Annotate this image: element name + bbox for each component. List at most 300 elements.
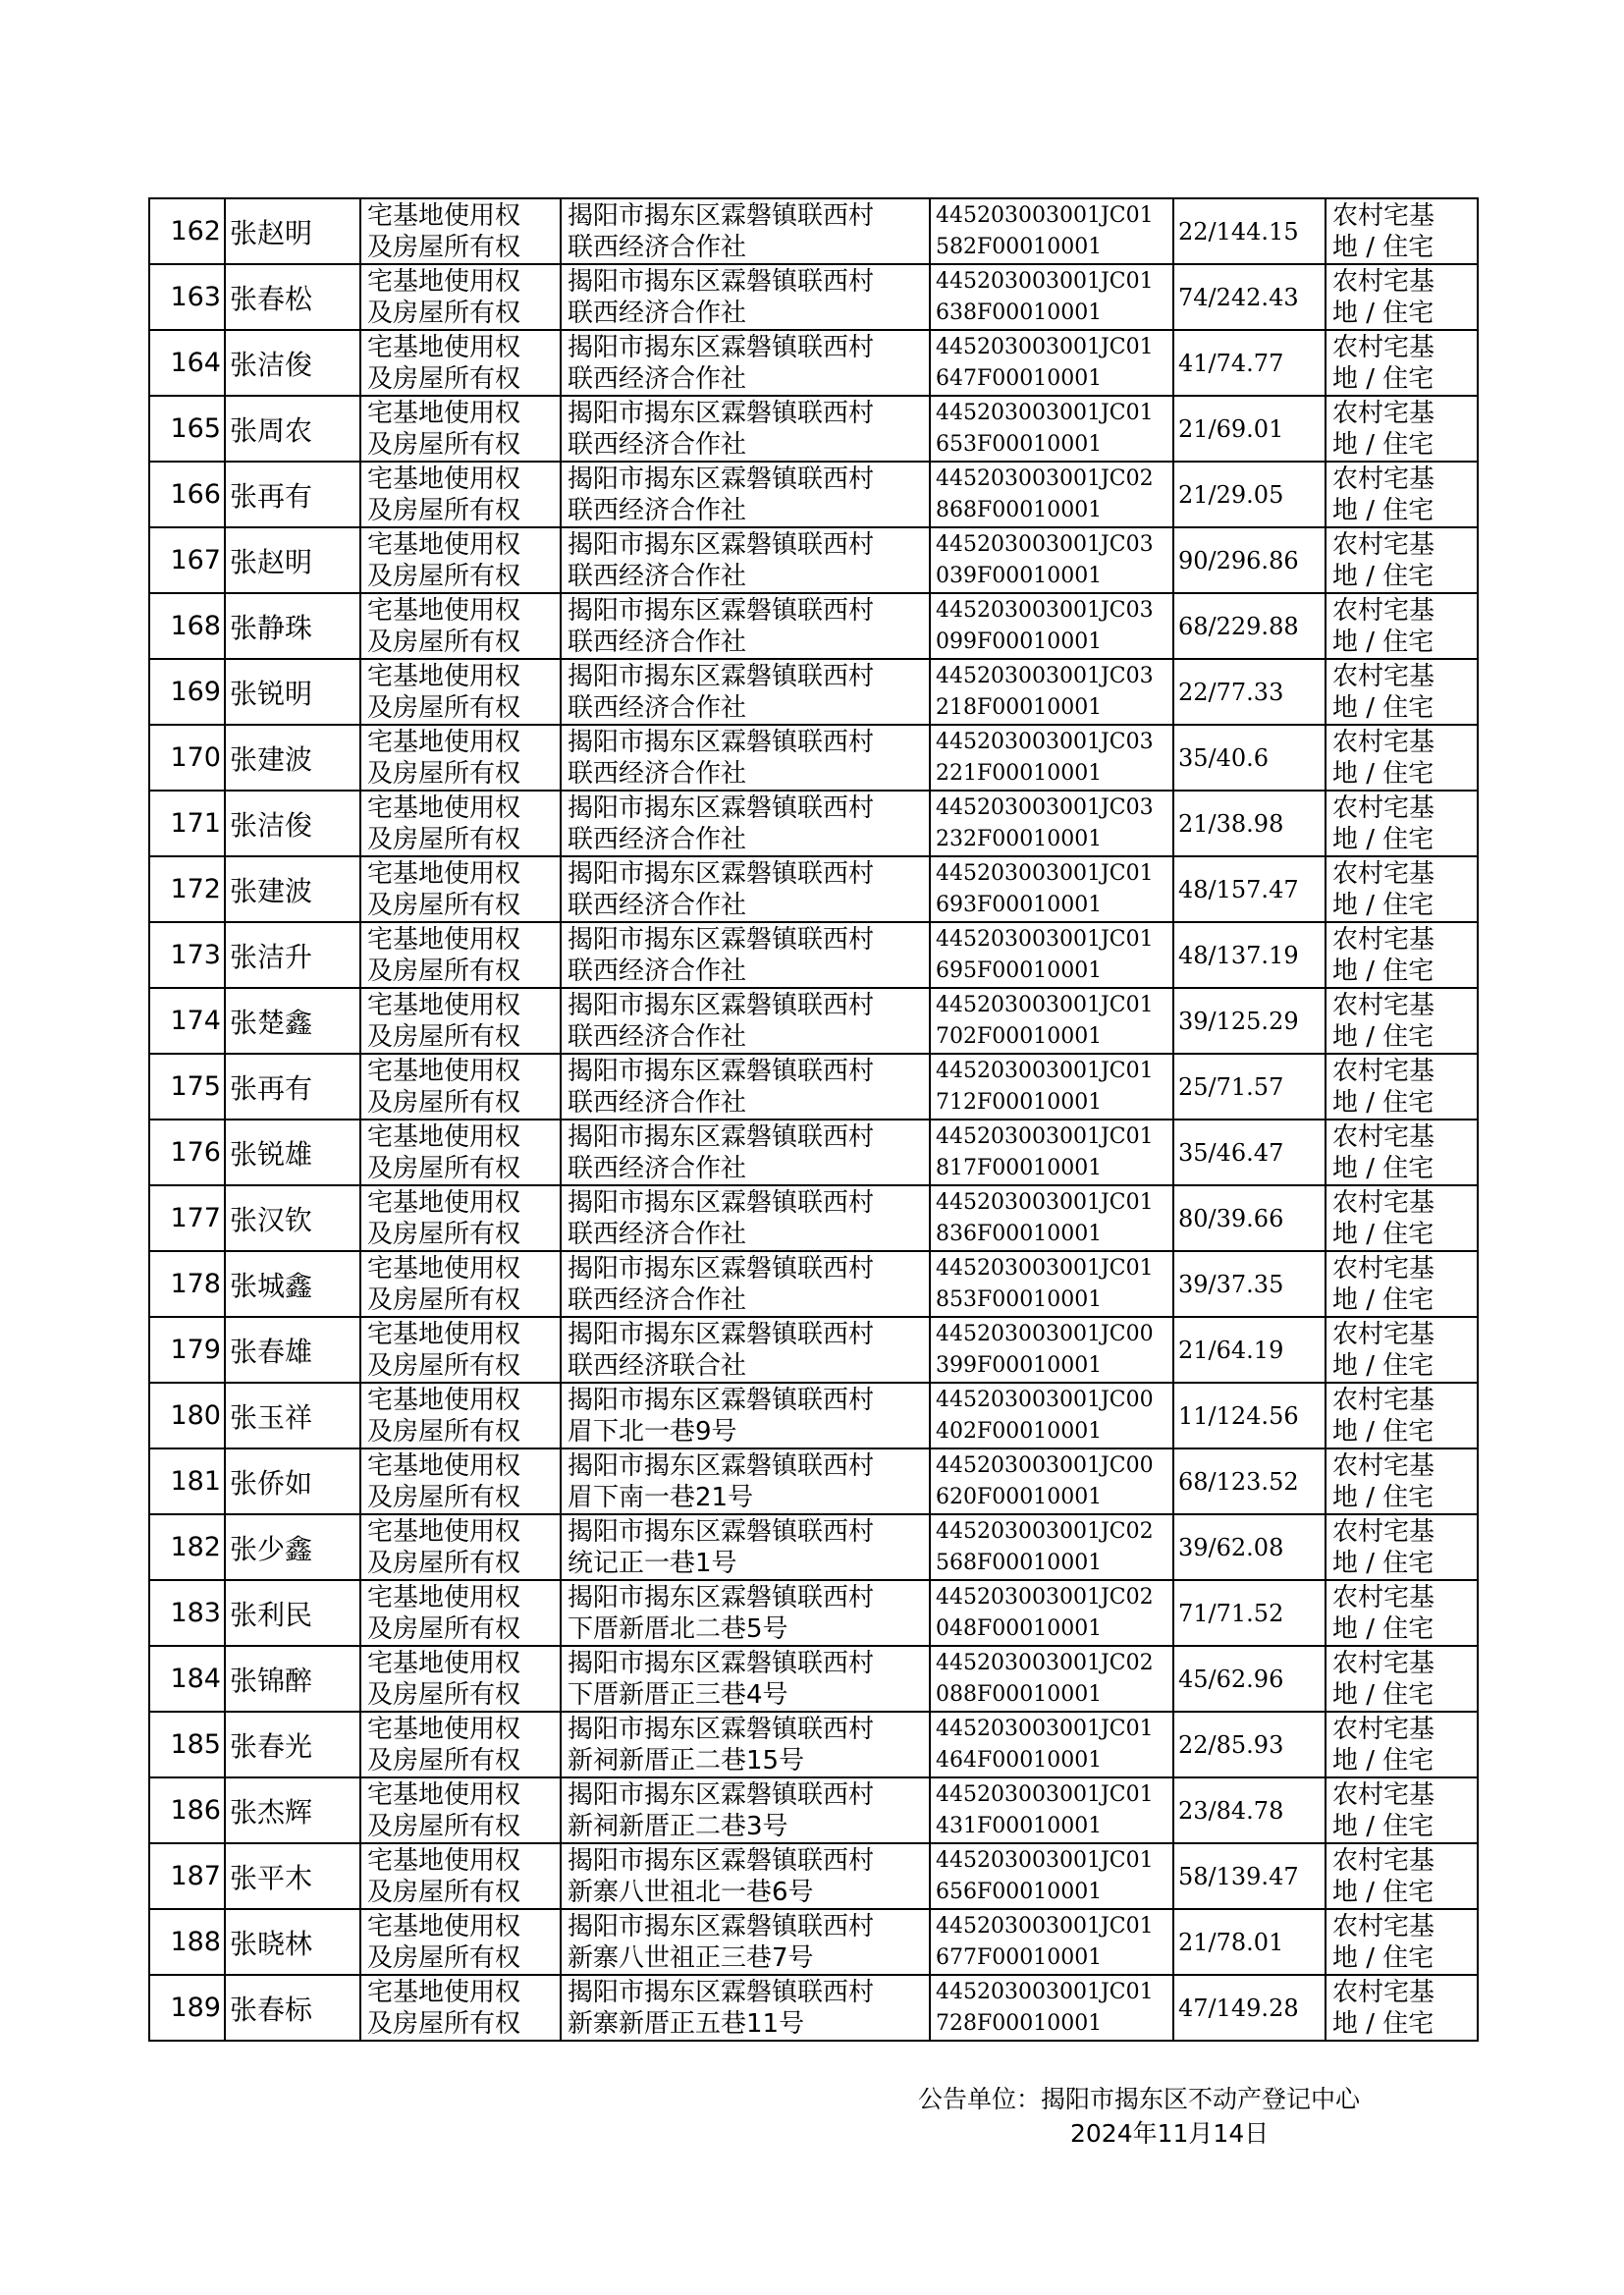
certificate-number-cell	[930, 988, 1173, 1054]
land-use-line: 地 / 住宅	[1332, 824, 1435, 854]
row-number-cell: 171	[149, 791, 225, 856]
land-use-cell	[1326, 1317, 1478, 1383]
right-type-cell	[360, 1646, 561, 1712]
certificate-number-line: 445203003001JC01	[936, 860, 1154, 886]
certificate-number-line: 702F00010001	[936, 1023, 1103, 1049]
right-type-cell	[360, 1251, 561, 1317]
right-type-cell	[360, 1514, 561, 1580]
location-cell	[561, 1185, 930, 1251]
land-use-line: 农村宅基	[1332, 1385, 1435, 1415]
area-cell: 39/125.29	[1173, 988, 1326, 1054]
right-type-line: 宅基地使用权	[367, 1779, 521, 1810]
location-line: 揭阳市揭东区霖磐镇联西村	[568, 266, 875, 297]
location-cell	[561, 1975, 930, 2041]
area-cell: 35/40.6	[1173, 725, 1326, 791]
land-use-line: 地 / 住宅	[1332, 561, 1435, 591]
row-number-cell: 184	[149, 1646, 225, 1712]
certificate-number-line: 445203003001JC02	[936, 1650, 1154, 1675]
land-use-line: 农村宅基	[1332, 1977, 1435, 2007]
area-cell: 23/84.78	[1173, 1777, 1326, 1843]
footer-date: 2024年11月14日	[1070, 2119, 1270, 2148]
location-line: 揭阳市揭东区霖磐镇联西村	[568, 595, 875, 626]
location-line: 揭阳市揭东区霖磐镇联西村	[568, 1187, 875, 1218]
certificate-number-line: 677F00010001	[936, 1944, 1103, 1970]
table-row	[149, 396, 1478, 462]
right-type-line: 及房屋所有权	[367, 692, 521, 723]
right-type-line: 宅基地使用权	[367, 858, 521, 889]
land-use-line: 地 / 住宅	[1332, 890, 1435, 920]
row-number-cell: 181	[149, 1448, 225, 1514]
location-line: 下厝新厝北二巷5号	[568, 1613, 788, 1644]
land-use-line: 农村宅基	[1332, 727, 1435, 757]
right-type-line: 及房屋所有权	[367, 2008, 521, 2039]
location-line: 揭阳市揭东区霖磐镇联西村	[568, 1648, 875, 1678]
owner-name-cell: 张洁俊	[225, 330, 360, 396]
land-use-line: 农村宅基	[1332, 1516, 1435, 1547]
land-use-line: 农村宅基	[1332, 661, 1435, 691]
location-cell	[561, 1448, 930, 1514]
right-type-cell	[360, 1120, 561, 1185]
location-cell	[561, 725, 930, 791]
location-line: 揭阳市揭东区霖磐镇联西村	[568, 1582, 875, 1612]
location-line: 联西经济合作社	[568, 890, 747, 920]
area-cell: 39/37.35	[1173, 1251, 1326, 1317]
land-use-line: 地 / 住宅	[1332, 298, 1435, 328]
location-cell	[561, 330, 930, 396]
area-cell: 74/242.43	[1173, 264, 1326, 330]
right-type-cell	[360, 856, 561, 922]
land-use-line: 地 / 住宅	[1332, 1350, 1435, 1381]
location-cell	[561, 198, 930, 264]
right-type-line: 及房屋所有权	[367, 1548, 521, 1578]
location-cell	[561, 1843, 930, 1909]
location-cell	[561, 527, 930, 593]
right-type-cell	[360, 593, 561, 659]
land-use-cell	[1326, 1777, 1478, 1843]
certificate-number-line: 445203003001JC01	[936, 1123, 1154, 1149]
right-type-line: 宅基地使用权	[367, 1714, 521, 1744]
location-line: 揭阳市揭东区霖磐镇联西村	[568, 1121, 875, 1152]
certificate-number-cell	[930, 527, 1173, 593]
location-cell	[561, 1054, 930, 1120]
right-type-line: 宅基地使用权	[367, 1187, 521, 1218]
certificate-number-cell	[930, 198, 1173, 264]
certificate-number-line: 656F00010001	[936, 1879, 1103, 1904]
location-line: 揭阳市揭东区霖磐镇联西村	[568, 1779, 875, 1810]
location-line: 新寨新厝正五巷11号	[568, 2008, 805, 2039]
location-line: 揭阳市揭东区霖磐镇联西村	[568, 1253, 875, 1284]
table-row	[149, 527, 1478, 593]
location-cell	[561, 1580, 930, 1646]
owner-name-cell: 张锐明	[225, 659, 360, 725]
certificate-number-line: 445203003001JC01	[936, 1847, 1154, 1873]
land-use-cell	[1326, 527, 1478, 593]
location-cell	[561, 593, 930, 659]
right-type-line: 宅基地使用权	[367, 332, 521, 362]
owner-name-cell: 张锐雄	[225, 1120, 360, 1185]
certificate-number-line: 817F00010001	[936, 1155, 1103, 1180]
table-row	[149, 1646, 1478, 1712]
row-number-cell: 183	[149, 1580, 225, 1646]
certificate-number-line: 048F00010001	[936, 1615, 1103, 1641]
location-line: 联西经济合作社	[568, 1284, 747, 1315]
certificate-number-line: 445203003001JC01	[936, 1255, 1154, 1281]
certificate-number-line: 695F00010001	[936, 957, 1103, 983]
certificate-number-cell	[930, 922, 1173, 988]
table-row	[149, 593, 1478, 659]
right-type-line: 及房屋所有权	[367, 1679, 521, 1710]
right-type-line: 及房屋所有权	[367, 1021, 521, 1052]
certificate-number-line: 445203003001JC03	[936, 729, 1154, 754]
location-line: 联西经济合作社	[568, 1087, 747, 1118]
right-type-line: 宅基地使用权	[367, 1385, 521, 1415]
certificate-number-cell	[930, 1975, 1173, 2041]
owner-name-cell: 张静珠	[225, 593, 360, 659]
land-use-line: 地 / 住宅	[1332, 1877, 1435, 1907]
row-number-cell: 174	[149, 988, 225, 1054]
right-type-cell	[360, 1383, 561, 1448]
location-line: 揭阳市揭东区霖磐镇联西村	[568, 200, 875, 231]
certificate-number-line: 445203003001JC00	[936, 1387, 1154, 1412]
land-use-line: 地 / 住宅	[1332, 758, 1435, 789]
certificate-number-line: 445203003001JC01	[936, 400, 1154, 425]
land-use-line: 地 / 住宅	[1332, 2008, 1435, 2039]
owner-name-cell: 张洁升	[225, 922, 360, 988]
location-line: 联西经济合作社	[568, 824, 747, 854]
row-number-cell: 177	[149, 1185, 225, 1251]
location-line: 统记正一巷1号	[568, 1548, 737, 1578]
table-row	[149, 330, 1478, 396]
row-number-cell: 164	[149, 330, 225, 396]
certificate-number-line: 445203003001JC03	[936, 597, 1154, 623]
certificate-number-line: 445203003001JC01	[936, 992, 1154, 1017]
certificate-number-line: 868F00010001	[936, 497, 1103, 522]
land-use-line: 农村宅基	[1332, 1779, 1435, 1810]
owner-name-cell: 张汉钦	[225, 1185, 360, 1251]
right-type-line: 宅基地使用权	[367, 266, 521, 297]
land-use-cell	[1326, 1448, 1478, 1514]
certificate-number-line: 445203003001JC01	[936, 334, 1154, 359]
location-line: 联西经济合作社	[568, 561, 747, 591]
land-use-line: 地 / 住宅	[1332, 1613, 1435, 1644]
registry-table	[148, 197, 1479, 2042]
area-cell: 80/39.66	[1173, 1185, 1326, 1251]
location-line: 揭阳市揭东区霖磐镇联西村	[568, 1977, 875, 2007]
owner-name-cell: 张洁俊	[225, 791, 360, 856]
location-line: 揭阳市揭东区霖磐镇联西村	[568, 1319, 875, 1349]
right-type-line: 宅基地使用权	[367, 1056, 521, 1086]
certificate-number-line: 445203003001JC03	[936, 794, 1154, 820]
land-use-line: 地 / 住宅	[1332, 1548, 1435, 1578]
right-type-cell	[360, 1580, 561, 1646]
right-type-line: 及房屋所有权	[367, 1613, 521, 1644]
right-type-cell	[360, 1054, 561, 1120]
row-number-cell: 170	[149, 725, 225, 791]
table-row	[149, 198, 1478, 264]
location-cell	[561, 1712, 930, 1777]
location-line: 揭阳市揭东区霖磐镇联西村	[568, 661, 875, 691]
row-number-cell: 163	[149, 264, 225, 330]
certificate-number-cell	[930, 1580, 1173, 1646]
land-use-line: 农村宅基	[1332, 924, 1435, 955]
right-type-line: 宅基地使用权	[367, 529, 521, 560]
certificate-number-line: 582F00010001	[936, 234, 1103, 259]
certificate-number-cell	[930, 1712, 1173, 1777]
right-type-cell	[360, 791, 561, 856]
location-cell	[561, 1251, 930, 1317]
area-cell: 21/78.01	[1173, 1909, 1326, 1975]
right-type-cell	[360, 1909, 561, 1975]
location-line: 联西经济合作社	[568, 1153, 747, 1183]
certificate-number-line: 445203003001JC01	[936, 202, 1154, 228]
certificate-number-line: 399F00010001	[936, 1352, 1103, 1378]
certificate-number-cell	[930, 1514, 1173, 1580]
certificate-number-line: 445203003001JC01	[936, 1979, 1154, 2004]
certificate-number-line: 445203003001JC01	[936, 926, 1154, 952]
area-cell: 47/149.28	[1173, 1975, 1326, 2041]
certificate-number-cell	[930, 1251, 1173, 1317]
land-use-line: 农村宅基	[1332, 1253, 1435, 1284]
right-type-line: 及房屋所有权	[367, 429, 521, 460]
area-cell: 68/229.88	[1173, 593, 1326, 659]
location-line: 联西经济合作社	[568, 956, 747, 986]
land-use-line: 地 / 住宅	[1332, 1811, 1435, 1841]
right-type-cell	[360, 1185, 561, 1251]
certificate-number-cell	[930, 396, 1173, 462]
land-use-cell	[1326, 1646, 1478, 1712]
location-line: 联西经济合作社	[568, 429, 747, 460]
land-use-line: 地 / 住宅	[1332, 1219, 1435, 1249]
right-type-line: 及房屋所有权	[367, 363, 521, 394]
location-cell	[561, 1120, 930, 1185]
land-use-line: 农村宅基	[1332, 266, 1435, 297]
owner-name-cell: 张春标	[225, 1975, 360, 2041]
row-number-cell: 167	[149, 527, 225, 593]
table-row	[149, 1448, 1478, 1514]
land-use-line: 农村宅基	[1332, 398, 1435, 428]
owner-name-cell: 张建波	[225, 856, 360, 922]
right-type-line: 宅基地使用权	[367, 727, 521, 757]
right-type-line: 宅基地使用权	[367, 1253, 521, 1284]
land-use-cell	[1326, 1975, 1478, 2041]
certificate-number-line: 039F00010001	[936, 563, 1103, 588]
certificate-number-cell	[930, 1777, 1173, 1843]
land-use-line: 农村宅基	[1332, 595, 1435, 626]
location-line: 揭阳市揭东区霖磐镇联西村	[568, 1516, 875, 1547]
location-line: 联西经济合作社	[568, 495, 747, 525]
right-type-line: 及房屋所有权	[367, 1745, 521, 1776]
location-line: 联西经济合作社	[568, 232, 747, 262]
certificate-number-cell	[930, 1383, 1173, 1448]
right-type-line: 宅基地使用权	[367, 792, 521, 823]
certificate-number-cell	[930, 791, 1173, 856]
certificate-number-line: 445203003001JC03	[936, 531, 1154, 557]
location-line: 揭阳市揭东区霖磐镇联西村	[568, 332, 875, 362]
location-line: 眉下南一巷21号	[568, 1482, 754, 1512]
certificate-number-line: 445203003001JC02	[936, 1584, 1154, 1610]
land-use-line: 地 / 住宅	[1332, 232, 1435, 262]
certificate-number-line: 647F00010001	[936, 365, 1103, 391]
right-type-line: 宅基地使用权	[367, 1450, 521, 1481]
land-use-line: 农村宅基	[1332, 1714, 1435, 1744]
location-cell	[561, 856, 930, 922]
right-type-cell	[360, 1843, 561, 1909]
area-cell: 21/38.98	[1173, 791, 1326, 856]
certificate-number-line: 218F00010001	[936, 694, 1103, 720]
right-type-line: 及房屋所有权	[367, 1416, 521, 1447]
right-type-cell	[360, 922, 561, 988]
location-cell	[561, 988, 930, 1054]
right-type-line: 及房屋所有权	[367, 1811, 521, 1841]
right-type-line: 宅基地使用权	[367, 595, 521, 626]
right-type-line: 宅基地使用权	[367, 1582, 521, 1612]
certificate-number-line: 653F00010001	[936, 431, 1103, 457]
right-type-line: 宅基地使用权	[367, 1516, 521, 1547]
certificate-number-line: 464F00010001	[936, 1747, 1103, 1773]
certificate-number-cell	[930, 1448, 1173, 1514]
table-row	[149, 1514, 1478, 1580]
certificate-number-cell	[930, 1843, 1173, 1909]
location-cell	[561, 922, 930, 988]
owner-name-cell: 张周农	[225, 396, 360, 462]
land-use-line: 农村宅基	[1332, 1319, 1435, 1349]
location-cell	[561, 1317, 930, 1383]
table-row	[149, 1843, 1478, 1909]
land-use-line: 农村宅基	[1332, 1056, 1435, 1086]
land-use-cell	[1326, 1383, 1478, 1448]
land-use-line: 地 / 住宅	[1332, 1942, 1435, 1973]
location-line: 联西经济合作社	[568, 363, 747, 394]
area-cell: 22/77.33	[1173, 659, 1326, 725]
owner-name-cell: 张侨如	[225, 1448, 360, 1514]
location-cell	[561, 462, 930, 527]
row-number-cell: 173	[149, 922, 225, 988]
right-type-line: 宅基地使用权	[367, 924, 521, 955]
location-line: 揭阳市揭东区霖磐镇联西村	[568, 398, 875, 428]
certificate-number-cell	[930, 593, 1173, 659]
certificate-number-line: 431F00010001	[936, 1813, 1103, 1838]
area-cell: 48/137.19	[1173, 922, 1326, 988]
certificate-number-line: 445203003001JC01	[936, 1189, 1154, 1215]
land-use-cell	[1326, 1120, 1478, 1185]
owner-name-cell: 张春松	[225, 264, 360, 330]
certificate-number-cell	[930, 1185, 1173, 1251]
certificate-number-cell	[930, 856, 1173, 922]
land-use-cell	[1326, 1712, 1478, 1777]
certificate-number-line: 620F00010001	[936, 1484, 1103, 1509]
area-cell: 48/157.47	[1173, 856, 1326, 922]
right-type-cell	[360, 725, 561, 791]
certificate-number-line: 568F00010001	[936, 1550, 1103, 1575]
certificate-number-cell	[930, 1909, 1173, 1975]
table-row	[149, 725, 1478, 791]
land-use-line: 农村宅基	[1332, 332, 1435, 362]
land-use-cell	[1326, 1185, 1478, 1251]
owner-name-cell: 张城鑫	[225, 1251, 360, 1317]
certificate-number-line: 445203003001JC00	[936, 1452, 1154, 1478]
land-use-line: 地 / 住宅	[1332, 1284, 1435, 1315]
location-line: 揭阳市揭东区霖磐镇联西村	[568, 1385, 875, 1415]
land-use-line: 农村宅基	[1332, 1911, 1435, 1941]
table-row	[149, 922, 1478, 988]
right-type-cell	[360, 264, 561, 330]
location-cell	[561, 791, 930, 856]
land-use-line: 地 / 住宅	[1332, 627, 1435, 657]
location-line: 新寨八世祖正三巷7号	[568, 1942, 814, 1973]
certificate-number-line: 445203003001JC00	[936, 1321, 1154, 1346]
certificate-number-line: 836F00010001	[936, 1221, 1103, 1246]
location-line: 联西经济合作社	[568, 1021, 747, 1052]
row-number-cell: 172	[149, 856, 225, 922]
right-type-line: 及房屋所有权	[367, 561, 521, 591]
land-use-cell	[1326, 462, 1478, 527]
area-cell: 21/64.19	[1173, 1317, 1326, 1383]
location-line: 揭阳市揭东区霖磐镇联西村	[568, 464, 875, 494]
right-type-cell	[360, 198, 561, 264]
certificate-number-line: 693F00010001	[936, 892, 1103, 917]
location-line: 揭阳市揭东区霖磐镇联西村	[568, 1714, 875, 1744]
certificate-number-cell	[930, 264, 1173, 330]
location-cell	[561, 264, 930, 330]
location-line: 揭阳市揭东区霖磐镇联西村	[568, 924, 875, 955]
land-use-line: 地 / 住宅	[1332, 495, 1435, 525]
table-body	[149, 198, 1478, 2041]
right-type-line: 宅基地使用权	[367, 1845, 521, 1876]
row-number-cell: 186	[149, 1777, 225, 1843]
table-row	[149, 1777, 1478, 1843]
land-use-line: 地 / 住宅	[1332, 1745, 1435, 1776]
land-use-cell	[1326, 1843, 1478, 1909]
area-cell: 45/62.96	[1173, 1646, 1326, 1712]
area-cell: 21/29.05	[1173, 462, 1326, 527]
land-use-line: 农村宅基	[1332, 200, 1435, 231]
land-use-line: 地 / 住宅	[1332, 429, 1435, 460]
land-use-cell	[1326, 922, 1478, 988]
location-line: 揭阳市揭东区霖磐镇联西村	[568, 1911, 875, 1941]
right-type-line: 及房屋所有权	[367, 758, 521, 789]
land-use-line: 地 / 住宅	[1332, 363, 1435, 394]
land-use-line: 地 / 住宅	[1332, 1087, 1435, 1118]
owner-name-cell: 张少鑫	[225, 1514, 360, 1580]
location-line: 联西经济合作社	[568, 758, 747, 789]
area-cell: 22/85.93	[1173, 1712, 1326, 1777]
table-row	[149, 1383, 1478, 1448]
area-cell: 35/46.47	[1173, 1120, 1326, 1185]
land-use-cell	[1326, 1580, 1478, 1646]
table-row	[149, 1712, 1478, 1777]
location-line: 新寨八世祖北一巷6号	[568, 1877, 814, 1907]
right-type-line: 及房屋所有权	[367, 1942, 521, 1973]
location-cell	[561, 1777, 930, 1843]
certificate-number-line: 402F00010001	[936, 1418, 1103, 1444]
location-cell	[561, 1514, 930, 1580]
table-row	[149, 1251, 1478, 1317]
table-row	[149, 1185, 1478, 1251]
right-type-cell	[360, 1712, 561, 1777]
right-type-line: 及房屋所有权	[367, 627, 521, 657]
right-type-cell	[360, 330, 561, 396]
land-use-line: 地 / 住宅	[1332, 1679, 1435, 1710]
certificate-number-line: 445203003001JC01	[936, 1781, 1154, 1807]
owner-name-cell: 张晓林	[225, 1909, 360, 1975]
table-row	[149, 856, 1478, 922]
certificate-number-line: 445203003001JC01	[936, 1058, 1154, 1083]
owner-name-cell: 张赵明	[225, 527, 360, 593]
row-number-cell: 169	[149, 659, 225, 725]
land-use-cell	[1326, 264, 1478, 330]
land-use-cell	[1326, 791, 1478, 856]
owner-name-cell: 张杰辉	[225, 1777, 360, 1843]
